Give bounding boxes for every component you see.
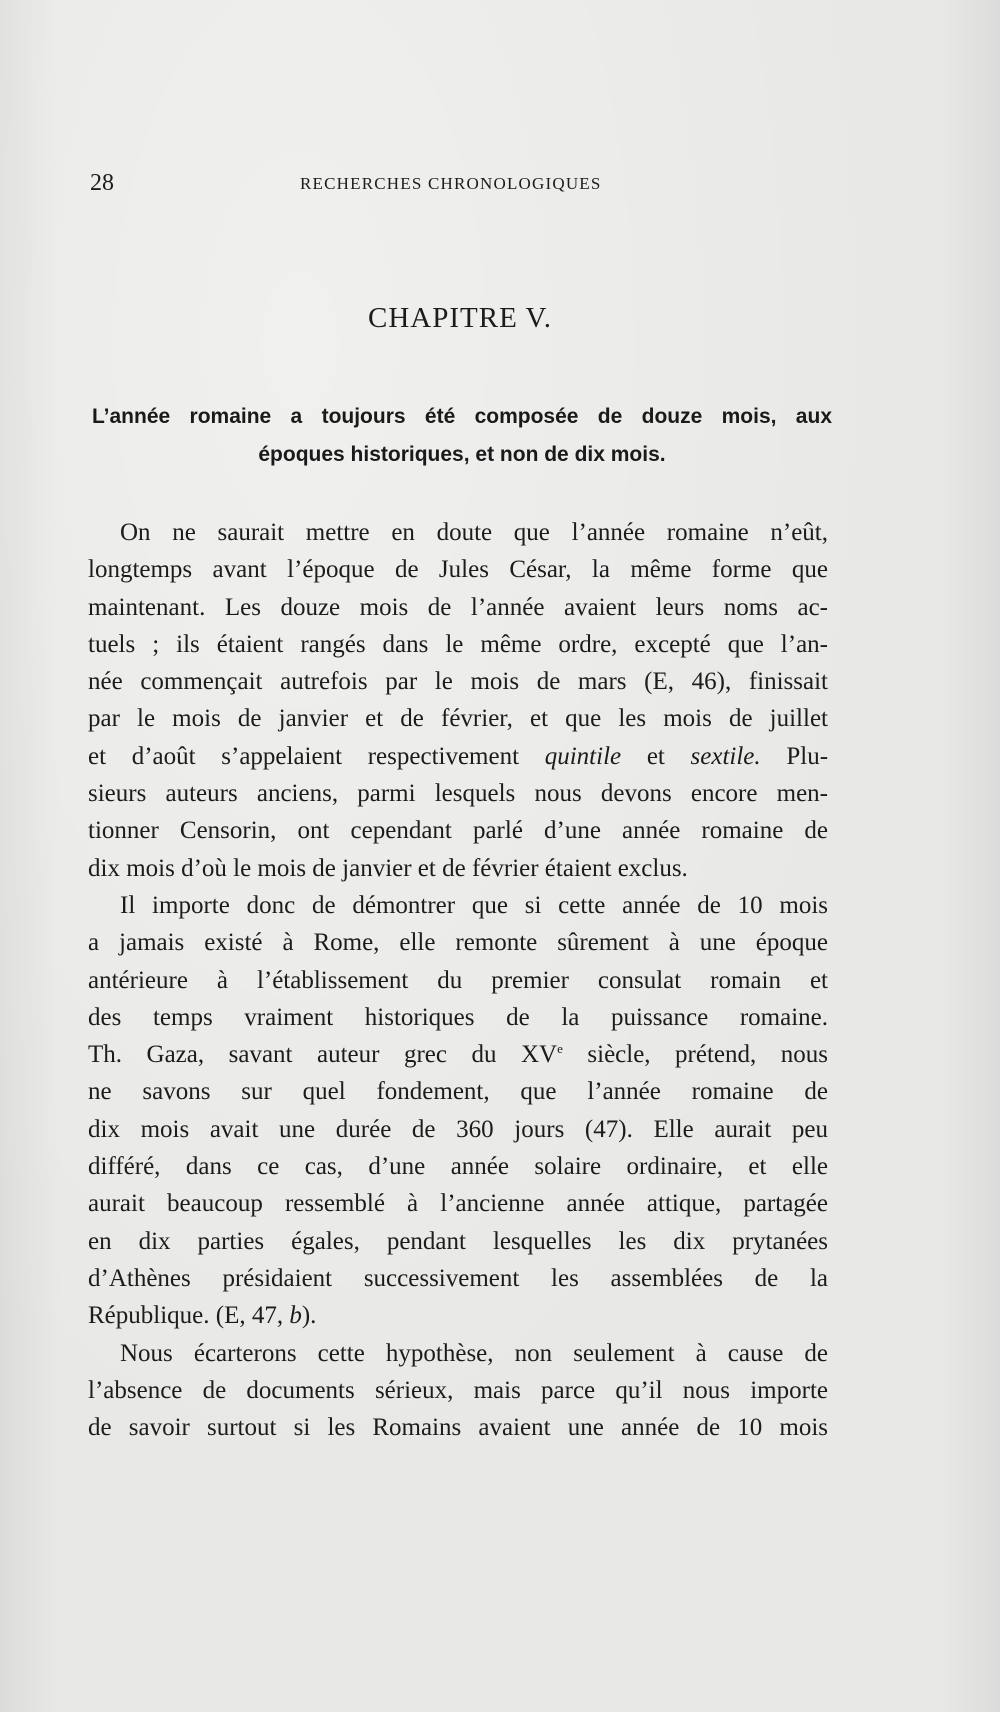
text-line: d’Athènes présidaient successivement les assemblées de la xyxy=(88,1264,828,1292)
text-line: par le mois de janvier et de février, et que les mois de juillet xyxy=(88,705,828,733)
chapter-title: CHAPITRE V. xyxy=(368,302,552,334)
text-line: On ne saurait mettre en doute que l’année romaine n’eût, xyxy=(120,519,828,546)
text-line: Nous écarterons cette hypothèse, non seulement à cause de xyxy=(120,1339,828,1367)
text-segment: Th. Gaza, savant auteur grec du XV xyxy=(88,1041,558,1069)
subtitle-line: L’année romaine a toujours été composée de douze mois, aux xyxy=(92,405,832,428)
text-line: de savoir surtout si les Romains avaient une année de 10 mois xyxy=(88,1414,828,1442)
text-line xyxy=(88,1036,828,1073)
subtitle-line: époques historiques, et non de dix mois. xyxy=(258,443,666,466)
body-text xyxy=(88,514,828,1446)
text-line: tuels ; ils étaient rangés dans le même ordre, excepté que l’an- xyxy=(88,630,828,658)
chapter-subtitle xyxy=(92,398,832,474)
text-line: l’absence de documents sérieux, mais parce qu’il nous importe xyxy=(88,1376,828,1404)
italic-term: quintile xyxy=(544,742,622,770)
text-line: antérieure à l’établissement du premier consulat romain et xyxy=(88,966,828,994)
text-line: aurait beaucoup ressemblé à l’ancienne année attique, partagée xyxy=(88,1190,828,1218)
text-line xyxy=(88,738,828,775)
italic-term: sextile. xyxy=(690,742,761,770)
text-line: née commençait autrefois par le mois de mars (E, 46), finissait xyxy=(88,668,828,696)
running-title: RECHERCHES CHRONOLOGIQUES xyxy=(300,174,602,193)
text-line: en dix parties égales, pendant lesquelles les dix prytanées xyxy=(88,1227,828,1255)
italic-term: b xyxy=(289,1302,302,1330)
text-line: des temps vraiment historiques de la puissance romaine. xyxy=(88,1003,828,1031)
page-number: 28 xyxy=(90,170,114,196)
text-line: Il importe donc de démontrer que si cette année de 10 mois xyxy=(120,891,828,919)
text-line: a jamais existé à Rome, elle remonte sûrement à une époque xyxy=(88,929,828,957)
text-line: dix mois d’où le mois de janvier et de février étaient exclus. xyxy=(88,854,688,882)
text-line: sieurs auteurs anciens, parmi lesquels nous devons encore men- xyxy=(88,780,828,808)
text-segment: Plu- xyxy=(786,742,829,770)
text-line: maintenant. Les douze mois de l’année avaient leurs noms ac- xyxy=(88,593,828,621)
text-segment: République. (E, 47, xyxy=(88,1302,284,1330)
text-line: longtemps avant l’époque de Jules César, la même forme que xyxy=(88,556,828,584)
text-segment: ). xyxy=(301,1302,317,1330)
text-line xyxy=(88,1297,828,1334)
superscript: e xyxy=(557,1041,563,1057)
text-line: dix mois avait une durée de 360 jours (47). Elle aurait peu xyxy=(88,1115,828,1143)
text-line: différé, dans ce cas, d’une année solaire ordinaire, et elle xyxy=(88,1153,828,1181)
text-segment: et d’août s’appelaient respectivement xyxy=(88,742,520,770)
text-segment: et xyxy=(646,742,665,770)
text-segment: siècle, prétend, nous xyxy=(587,1041,828,1069)
text-line: tionner Censorin, ont cependant parlé d’une année romaine de xyxy=(88,817,828,845)
text-line: ne savons sur quel fondement, que l’année romaine de xyxy=(88,1078,828,1106)
page-header xyxy=(90,170,830,200)
